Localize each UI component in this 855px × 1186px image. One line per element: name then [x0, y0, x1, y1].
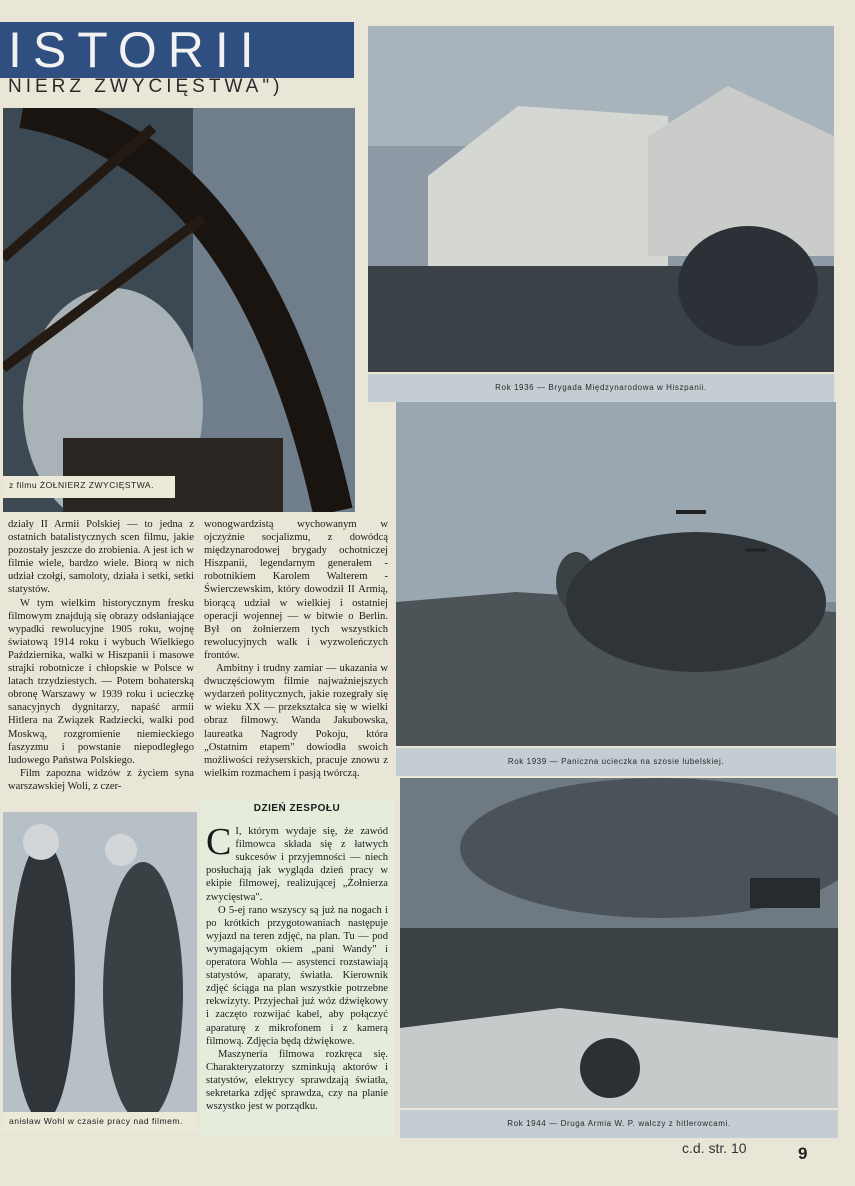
photo-1944-illustration	[400, 778, 838, 1108]
article-paragraph: O 5-ej rano wszyscy są już na nogach i po krótkich przygotowaniach następuje wyjazd na teren zdjęć, na plan. Tu — pod wymagającym okiem „pani Wandy" i operatora Wohla — asystenci rozstawiają statystów, aparaty, światła. Kierownik zdjęć ściąga na plan wszystkie potrzebne rekwizyty. Przyjechał już wóz dźwiękowy i zaczęto rozwijać kabel, aby połączyć aparaturę z mikrofonem i z kamerą filmową. Zdjęcia będą dźwiękowe.	[206, 904, 388, 1047]
photo-1944	[400, 778, 838, 1108]
caption-1944: Rok 1944 — Druga Armia W. P. walczy z hitlerowcami.	[400, 1110, 838, 1138]
article-column-2	[204, 518, 388, 810]
page-subtitle: NIERZ ZWYCIĘSTWA")	[8, 76, 284, 97]
article-paragraph-text: I, którym wydaje się, że zawód filmowca składa się z łatwych sukcesów i przyjemności — niech posłuchają jak wygląda dzień pracy w ekipie filmowej, realizującej „Żołnierza zwycięstwa".	[206, 826, 388, 903]
photo-wohl-illustration	[3, 812, 197, 1112]
film-still-illustration	[3, 108, 355, 512]
photo-film-still	[3, 108, 355, 512]
continued-reference: c.d. str. 10	[682, 1140, 747, 1156]
section-dzien-zespolu	[200, 800, 394, 1136]
photo-1939-illustration	[396, 402, 836, 746]
caption-1936: Rok 1936 — Brygada Międzynarodowa w Hiszpanii.	[368, 374, 834, 402]
section-heading: DZIEŃ ZESPOŁU	[253, 803, 341, 814]
article-column-1	[8, 518, 194, 808]
article-paragraph	[206, 821, 388, 904]
page-number: 9	[798, 1144, 808, 1163]
photo-1936	[368, 26, 834, 372]
article-paragraph: Ambitny i trudny zamiar — ukazania w dwuczęściowym filmie najważniejszych wydarzeń politycznych, jakie rozegrały się w wieku XX — przekształca się w wielki obraz filmowy. Wanda Jakubowska, laureatka Nagrody Pokoju, która „Ostatnim etapem" dowiodła swoich możliwości reżyserskich, pracuje znowu z wielkim rozmachem i pasją twórczą.	[204, 663, 388, 779]
article-paragraph: Film zapozna widzów z życiem syna warszawskiej Woli, z czer-	[8, 767, 194, 792]
photo-wohl	[3, 812, 197, 1112]
caption-film-still: z filmu ŻOŁNIERZ ZWYCIĘSTWA.	[3, 476, 175, 498]
article-paragraph: działy II Armii Polskiej — to jedna z ostatnich batalistycznych scen filmu, jakie pozostały jeszcze do zrobienia. A jest ich w filmie wiele, bardzo wiele. Biorą w nich udział czołgi, samoloty, działa i setki, setki statystów.	[8, 519, 194, 596]
article-paragraph: Maszyneria filmowa rozkręca się. Charakteryzatorzy szminkują aktorów i statystów, elektrycy sprawdzają światła, sekretarka zdjęć sprawdza, czy na planie wszystko jest w porządku.	[206, 1048, 388, 1113]
caption-1939: Rok 1939 — Paniczna ucieczka na szosie lubelskiej.	[396, 748, 836, 776]
photo-1936-illustration	[368, 26, 834, 372]
photo-1939	[396, 402, 836, 746]
dropcap: C	[206, 821, 232, 864]
caption-wohl: anisław Wohl w czasie pracy nad filmem.	[3, 1112, 197, 1132]
article-paragraph: wonogwardzistą wychowanym w ojczyźnie socjalizmu, z dowódcą międzynarodowej brygady ochotniczej Hiszpanii, legendarnym generałem - robotnikiem Karolem Walterem - Świerczewskim, który dowodził II Armią, biorącą udział w wielkiej i ostatniej operacji wojennej — w bitwie o Berlin. Był on żołnierzem tych wszystkich rewolucyjnych walk i wyzwoleńczych frontów.	[204, 519, 388, 661]
article-paragraph: W tym wielkim historycznym fresku filmowym znajdują się obrazy odsłaniające wypadki rewolucyjne 1905 roku, wojnę światową 1914 roku i wybuch Wielkiego Października, walki w Hiszpanii i masowe strajki robotnicze i chłopskie w Polsce w latach trzydziestych. — Potem bohaterską obronę Warszawy w 1939 roku i ucieczkę sanacyjnych dygnitarzy, napaść armii Hitlera na Związek Radziecki, walki pod Moskwą, rozgromienie niemieckiego faszyzmu i powstanie niepodległego ludowego Państwa Polskiego.	[8, 597, 194, 766]
page-title: ISTORII	[0, 22, 354, 78]
